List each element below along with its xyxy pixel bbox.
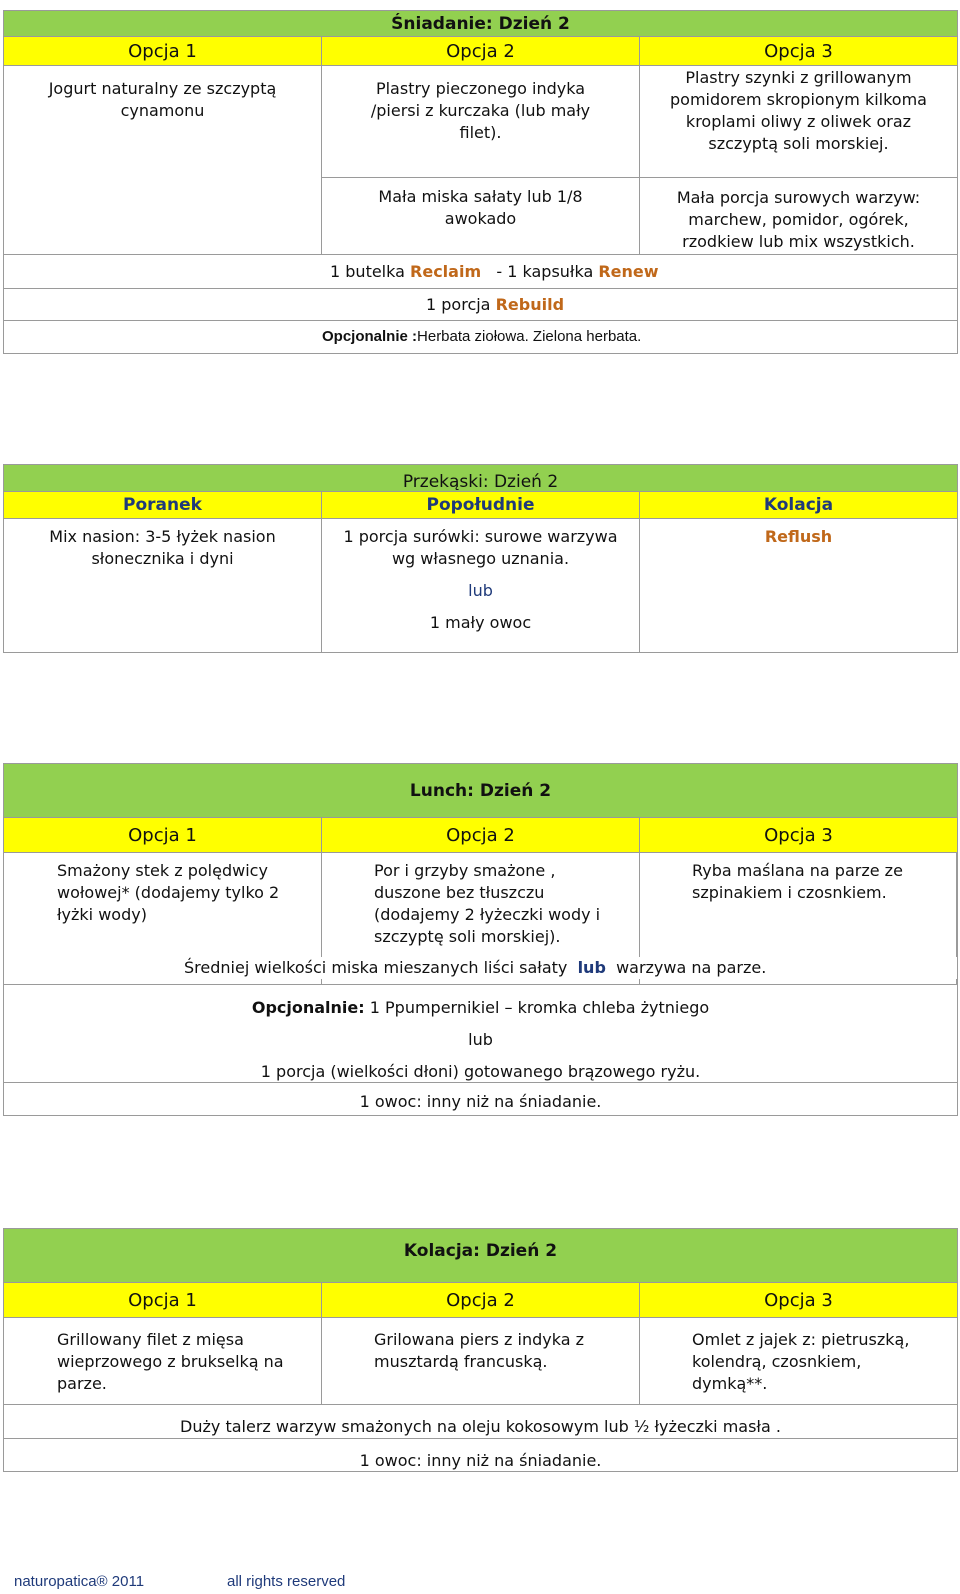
dinner-table <box>3 1228 958 1472</box>
dinner-options-row <box>4 1283 957 1318</box>
dinner-opt3-cell <box>640 1318 957 1404</box>
snacks-header-afternoon: Popołudnie <box>322 492 640 518</box>
lunch-opt1-text: Smażony stek z polędwicy wołowej* (dodajemy tylko 2 łyżki wody) <box>57 861 280 924</box>
breakfast-opt3-text: Plastry szynki z grillowanym pomidorem skropionym kilkoma kroplami oliwy z oliwek oraz szczyptą soli morskiej. <box>640 66 957 178</box>
dinner-opt1-cell <box>4 1318 322 1404</box>
breakfast-table <box>3 10 958 354</box>
dinner-opt1-text: Grillowany filet z mięsa wieprzowego z brukselką na parze. <box>57 1330 284 1393</box>
supp-reclaim: Reclaim <box>410 262 482 281</box>
snacks-or: lub <box>468 581 493 600</box>
lunch-optional-cell <box>4 985 957 1082</box>
dinner-option-1: Opcja 1 <box>4 1283 322 1317</box>
breakfast-optional-row <box>4 321 957 353</box>
snacks-title: Przekąski: Dzień 2 <box>402 472 559 492</box>
lunch-salad-pre: Średniej wielkości miska mieszanych liści sałaty <box>184 958 568 977</box>
breakfast-opt3-extra: Mała porcja surowych warzyw: marchew, pomidor, ogórek, rzodkiew lub mix wszystkich. <box>676 188 921 251</box>
lunch-table <box>3 763 958 1116</box>
lunch-rice: 1 porcja (wielkości dłoni) gotowanego brązowego ryżu. <box>260 1062 701 1081</box>
breakfast-content-row <box>4 66 957 255</box>
lunch-or: lub <box>468 1030 493 1049</box>
lunch-options-row <box>4 818 957 853</box>
lunch-title-row <box>4 764 957 818</box>
dinner-opt3-text: Omlet z jajek z: pietruszką, kolendrą, czosnkiem, dymką**. <box>692 1330 910 1393</box>
lunch-optional-label: Opcjonalnie: <box>251 998 365 1017</box>
dinner-title: Kolacja: Dzień 2 <box>403 1241 558 1261</box>
lunch-fruit-row <box>4 1083 957 1115</box>
breakfast-opt2-extra: Mała miska sałaty lub 1/8 awokado <box>378 187 583 228</box>
snacks-headers-row <box>4 492 957 519</box>
lunch-option-3: Opcja 3 <box>764 825 833 846</box>
lunch-opt2-text: Por i grzyby smażone , duszone bez tłuszczu (dodajemy 2 łyżeczki wody i szczyptę soli morskiej). <box>374 861 601 946</box>
breakfast-opt2-cell <box>322 66 640 254</box>
dinner-fruit: 1 owoc: inny niż na śniadanie. <box>359 1451 602 1470</box>
snacks-afternoon-alt: 1 mały owoc <box>429 613 532 632</box>
lunch-option-2: Opcja 2 <box>322 818 640 852</box>
snacks-evening-cell <box>640 519 957 652</box>
snacks-title-row <box>4 465 957 492</box>
dinner-veg: Duży talerz warzyw smażonych na oleju kokosowym lub ½ łyżeczki masła . <box>180 1417 781 1436</box>
breakfast-option-3: Opcja 3 <box>764 41 833 62</box>
snacks-afternoon: 1 porcja surówki: surowe warzywa wg własnego uznania. <box>343 527 618 568</box>
breakfast-optional-text: Herbata ziołowa. Zielona herbata. <box>417 328 642 345</box>
snacks-content-row <box>4 519 957 652</box>
breakfast-optional-label: Opcjonalnie : <box>322 328 418 345</box>
breakfast-rebuild <box>4 289 957 320</box>
supp1-prefix: 1 butelka <box>330 262 405 281</box>
footer-brand: naturopatica® 2011 <box>14 1573 145 1590</box>
supp2-prefix: - 1 kapsułka <box>496 262 594 281</box>
snacks-afternoon-cell <box>322 519 640 652</box>
breakfast-title: Śniadanie: Dzień 2 <box>391 14 570 34</box>
snacks-header-morning: Poranek <box>4 492 322 518</box>
lunch-fruit: 1 owoc: inny niż na śniadanie. <box>359 1092 602 1111</box>
lunch-content-row <box>4 853 957 985</box>
dinner-title-row <box>4 1229 957 1283</box>
dinner-veg-row <box>4 1405 957 1439</box>
dinner-fruit-row <box>4 1439 957 1471</box>
lunch-title: Lunch: Dzień 2 <box>409 781 552 801</box>
breakfast-opt1-text: Jogurt naturalny ze szczyptą cynamonu <box>4 66 322 254</box>
lunch-opt3-text: Ryba maślana na parze ze szpinakiem i czosnkiem. <box>692 861 903 902</box>
lunch-option-1: Opcja 1 <box>4 818 322 852</box>
breakfast-option-1: Opcja 1 <box>4 37 322 65</box>
breakfast-optional <box>4 321 957 353</box>
breakfast-title-row <box>4 11 957 37</box>
breakfast-supplements <box>4 243 957 289</box>
dinner-option-3: Opcja 3 <box>764 1290 833 1311</box>
lunch-salad-or: lub <box>577 958 606 977</box>
breakfast-options-row <box>4 37 957 66</box>
lunch-salad <box>4 957 957 979</box>
dinner-option-2: Opcja 2 <box>322 1283 640 1317</box>
breakfast-option-2: Opcja 2 <box>322 37 640 65</box>
supp-rebuild: Rebuild <box>495 295 565 314</box>
lunch-optional-row <box>4 985 957 1083</box>
dinner-content-row <box>4 1318 957 1405</box>
breakfast-supplements-row <box>4 255 957 289</box>
breakfast-rebuild-row <box>4 289 957 321</box>
snacks-morning: Mix nasion: 3-5 łyżek nasion słonecznika i dyni <box>4 519 322 652</box>
lunch-optional <box>4 997 957 1019</box>
footer-rights: all rights reserved <box>227 1573 346 1590</box>
dinner-opt2-cell <box>322 1318 640 1404</box>
snacks-header-evening: Kolacja <box>763 495 834 515</box>
snacks-table <box>3 464 958 653</box>
snacks-evening: Reflush <box>764 527 833 546</box>
supp3-prefix: 1 porcja <box>426 295 491 314</box>
dinner-opt2-text: Grilowana piers z indyka z musztardą francuską. <box>374 1330 584 1371</box>
supp-renew: Renew <box>598 262 659 281</box>
lunch-optional-text: 1 Ppumpernikiel – kromka chleba żytniego <box>369 998 710 1017</box>
lunch-salad-post: warzywa na parze. <box>616 958 767 977</box>
breakfast-opt3-cell <box>640 66 957 254</box>
breakfast-opt2-text: Plastry pieczonego indyka /piersi z kurczaka (lub mały filet). <box>322 66 639 178</box>
